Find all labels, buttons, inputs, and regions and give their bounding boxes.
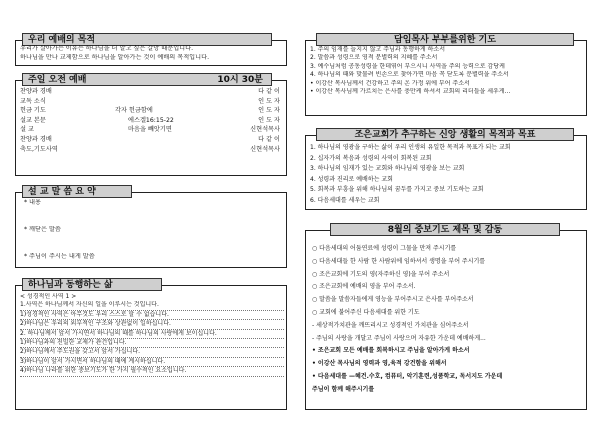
sunday-service-header — [22, 73, 272, 86]
aug-prayer-line: • 조은교회 모든 예배를 회복하시고 주님을 알아가게 하소서 — [312, 347, 470, 355]
sermon-bullet: * 깨닫은 말씀 — [24, 226, 61, 233]
pastor-prayer-content — [310, 46, 584, 96]
aug-prayer-line: ○ 다음세대의 어둠연료에 성령이 그물을 만져 주시기를 — [312, 245, 457, 252]
walk-line: 1)하나님과의 친밀한 교제가 관건입니다. — [20, 339, 284, 348]
walk-line: 2)하나님은 우리의 외부적인 구조와 상관없이 일하십니다. — [20, 320, 284, 329]
aug-prayer-line: ○ 조은교회에 기도의 영(자주하신 영)을 부어 주소서 — [312, 270, 450, 278]
church-goal-line: 3. 하나님의 임재가 있는 교회와 하나님의 영광을 보는 교회 — [310, 165, 465, 172]
service-row: 설교 본문 에스겔16:15-22 인 도 자 — [20, 116, 280, 124]
aug-prayer-line: ○ 교회에 불어주신 다음세대를 위한 기도 — [312, 308, 420, 316]
aug-prayer-line: - 주님의 사랑을 개달고 주님이 사랑으며 자유한 가운데 예배하게... — [312, 334, 486, 342]
aug-prayer-line: - 세상적가치관을 깨뜨리시고 성경적인 가치관을 심어주소서 — [312, 321, 469, 329]
sermon-summary-title: 설 교 말 씀 요 약 — [22, 185, 132, 198]
church-goal-line: 6. 다음세대를 세우는 교회 — [310, 196, 380, 204]
service-row: 찬양과 경배 다 같 이 — [20, 135, 280, 143]
walk-line: 2. 하나님께서 앞서 가시면서 하나님의 때를 하나님의 사랑에게 보이십니다. — [20, 330, 284, 339]
church-goal-title: 조은교회가 추구하는 신앙 생활의 목적과 목표 — [316, 128, 574, 141]
purpose-line: 우리가 살아가는 이유는 하나님을 더 알고 싶은 갈망 때문입니다. — [20, 45, 194, 52]
service-row: 축도,기도사역 신현석목사 — [20, 145, 280, 153]
service-row: 찬양과 경배 다 같 이 — [20, 88, 280, 95]
walk-line: 4)하나님 나라를 위한 중보기도가 한 가지 필수적인 요소입니다. — [20, 367, 284, 376]
august-prayer-title: 8월의 중보기도 제목 및 감동 — [330, 223, 560, 236]
service-row: 헌금 기도 각자 헌금함에 인 도 자 — [20, 107, 280, 115]
pastor-prayer-line: • 이강산 목사님께 가르치는 은사를 충만케 하셔서 교회의 리더들을 세우게... — [310, 88, 511, 96]
august-prayer-content — [312, 243, 584, 397]
church-goal-line: 2. 십자가의 복음과 성령의 사역이 회복된 교회 — [310, 154, 432, 162]
sermon-bullet: * 주님이 주시는 내게 말씀 — [24, 253, 95, 260]
pastor-prayer-title: 담임목사 부부를위한 기도 — [316, 33, 574, 46]
walk-line: 1)성경적인 사역은 아무것도 우리 스스로 할 수 없습니다. — [20, 311, 284, 320]
aug-prayer-line: 주님이 함께 해주시기를 — [312, 385, 375, 393]
sermon-bullet: * 내용 — [24, 199, 42, 206]
service-order — [20, 87, 284, 154]
church-goal-content — [310, 143, 584, 206]
walk-line: 2)하나님께서 주도권을 갖고서 앞서 가십니다. — [20, 348, 284, 357]
service-title: 주일 오전 예배 — [28, 75, 87, 85]
aug-prayer-line: ○ 다음세대들 한 사람 한 사람위에 임하셔서 생명을 부어 주시기를 — [312, 257, 486, 265]
church-goal-line: 1. 하나님의 영광을 구하는 삶이 우리 인생의 유일한 목적과 목표가 되는 교회 — [310, 144, 511, 151]
walk-line: 1.사역은 하나님께서 자신의 일을 이루시는 것입니다. — [20, 301, 284, 310]
walk-with-god-title: 하나님과 동행하는 삶 — [22, 278, 162, 291]
aug-prayer-line: • 이강산 목사님의 영력과 영,육적 강건함을 위해서 — [312, 360, 447, 368]
aug-prayer-line: ○ 조은교회에 예배의 영을 부어 주소서. — [312, 283, 416, 291]
purpose-line: 하나님을 만나 교제함으로 하나님을 알아가는 것이 예배의 목적입니다. — [20, 53, 210, 61]
pastor-prayer-line: 2. 말씀과 성령으로 영적 분별력의 지혜를 주소서 — [310, 54, 438, 62]
church-goal-line: 4. 성령과 진리로 예배하는 교회 — [310, 175, 393, 183]
church-goal-line: 5. 회복과 부흥을 위해 하나님의 꿈두를 가지고 중보 기도하는 교회 — [310, 186, 484, 193]
pastor-prayer-line: 1. 주의 임재를 늘지지 않고 주님과 동행하게 하소서 — [310, 46, 445, 53]
worship-purpose-text — [20, 45, 285, 62]
pastor-prayer-line: 4. 하나님의 때와 맞물려 빈손으로 찾아가면 마음 꼭 닫도록 분별력을 주소서 — [310, 71, 509, 79]
walk-subtitle: < 성경적인 사역 1 > — [20, 293, 77, 300]
service-row: 설 교 마음을 빼앗기면 신현석목사 — [20, 126, 280, 134]
pastor-prayer-line: 3. 예수님처럼 공동성령을 한데엮어 부으시니 사역을 주의 능력으로 감당케 — [310, 62, 505, 70]
worship-purpose-title: 우리 예배의 목적 — [22, 33, 272, 46]
walk-line: 3)하나님이 앞서 가시면서 하나님의 때에 계시하십니다. — [20, 358, 284, 367]
service-row: 교독 소식 인 도 자 — [20, 97, 280, 105]
pastor-prayer-line: • 이강산 목사님께서 건강하고 주의 온 가정 위에 부어 주소서 — [310, 79, 470, 87]
service-time: 10시 30분 — [217, 75, 263, 85]
aug-prayer-line: • 다음세대를 —혜건.수호, 컴퓨터, 악기훈련,성품학교, 독서지도 가운데 — [312, 372, 503, 380]
aug-prayer-line: ○ 말씀을 말씀자들에게 영능을 부어주시고 은사를 부어주소서 — [312, 296, 474, 304]
walk-with-god-content — [20, 293, 284, 377]
